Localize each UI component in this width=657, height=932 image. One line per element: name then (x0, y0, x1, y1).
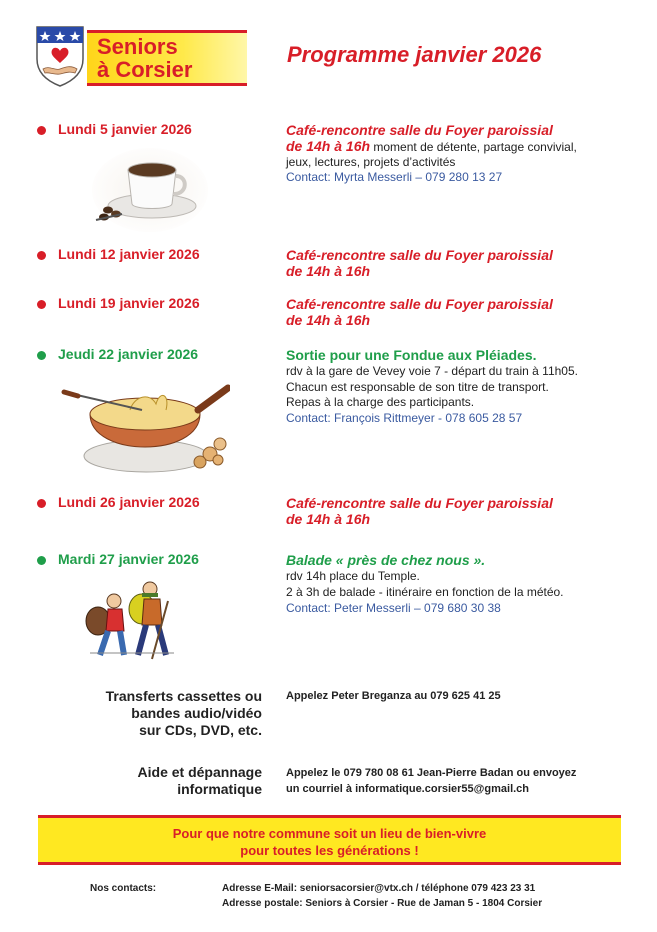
footer-email-line: Adresse E-Mail: seniorsacorsier@vtx.ch / téléphone 079 423 23 31 (222, 883, 536, 894)
slogan-line1: Pour que notre commune soit un lieu de bien-vivre (172, 826, 487, 841)
event-desc: 2 à 3h de balade - itinéraire en fonction de la météo. (286, 585, 564, 599)
service-label: Aide et dépannage informatique (137, 764, 262, 797)
service-text: Appelez le 079 780 08 61 Jean-Pierre Badan ou envoyez un courriel à informatique.corsier55@gmail.ch (286, 767, 577, 795)
event-title: Café-rencontre salle du Foyer paroissial (286, 122, 553, 138)
bullet-red (37, 300, 46, 309)
logo-line1: Seniors (97, 34, 178, 59)
event-contact: Contact: François Rittmeyer - 078 605 28 57 (286, 411, 523, 425)
hikers-icon (78, 575, 178, 660)
event-title: Café-rencontre salle du Foyer paroissial (286, 495, 553, 511)
event-date: Jeudi 22 janvier 2026 (58, 346, 199, 362)
slogan-line2: pour toutes les générations ! (240, 843, 419, 858)
event-date: Lundi 26 janvier 2026 (58, 494, 200, 510)
event-desc: Chacun est responsable de son titre de transport. (286, 380, 549, 394)
logo-banner (87, 30, 247, 86)
event-title: Balade « près de chez nous ». (286, 552, 486, 568)
event-date: Lundi 12 janvier 2026 (58, 246, 200, 262)
event-title: Café-rencontre salle du Foyer paroissial (286, 296, 553, 312)
event-date: Lundi 5 janvier 2026 (58, 121, 192, 137)
bullet-red (37, 251, 46, 260)
event-title: Café-rencontre salle du Foyer paroissial (286, 247, 553, 263)
event-contact: Contact: Peter Messerli – 079 680 30 38 (286, 601, 501, 615)
coffee-cup-icon (92, 140, 208, 232)
event-date: Lundi 19 janvier 2026 (58, 295, 200, 311)
event-title-line2: de 14h à 16h moment de détente, partage convivial, (286, 138, 577, 154)
slogan-banner (38, 815, 621, 865)
footer-postal-line: Adresse postale: Seniors à Corsier - Rue de Jaman 5 - 1804 Corsier (222, 898, 543, 909)
footer-label: Nos contacts: (90, 883, 157, 894)
logo-line2: à Corsier (97, 57, 193, 82)
event-desc: rdv 14h place du Temple. (286, 569, 420, 583)
bullet-red (37, 126, 46, 135)
event-title: Sortie pour une Fondue aux Pléiades. (286, 347, 537, 363)
event-title-line2: de 14h à 16h (286, 312, 371, 328)
event-desc: Repas à la charge des participants. (286, 395, 475, 409)
event-title-line2: de 14h à 16h (286, 511, 371, 527)
event-desc: jeux, lectures, projets d’activités (286, 155, 456, 169)
bullet-red (37, 499, 46, 508)
event-desc: rdv à la gare de Vevey voie 7 - départ du train à 11h05. (286, 364, 578, 378)
event-title-line2: de 14h à 16h (286, 263, 371, 279)
logo (35, 25, 245, 89)
event-contact: Contact: Myrta Messerli – 079 280 13 27 (286, 170, 503, 184)
service-label: Transferts cassettes ou bandes audio/vidéo sur CDs, DVD, etc. (105, 688, 262, 738)
bullet-green (37, 556, 46, 565)
bullet-green (37, 351, 46, 360)
event-date: Mardi 27 janvier 2026 (58, 551, 199, 567)
fondue-pot-icon (60, 370, 230, 480)
shield-emblem-icon (35, 25, 85, 87)
service-text: Appelez Peter Breganza au 079 625 41 25 (286, 690, 501, 702)
page-title: Programme janvier 2026 (287, 42, 542, 67)
